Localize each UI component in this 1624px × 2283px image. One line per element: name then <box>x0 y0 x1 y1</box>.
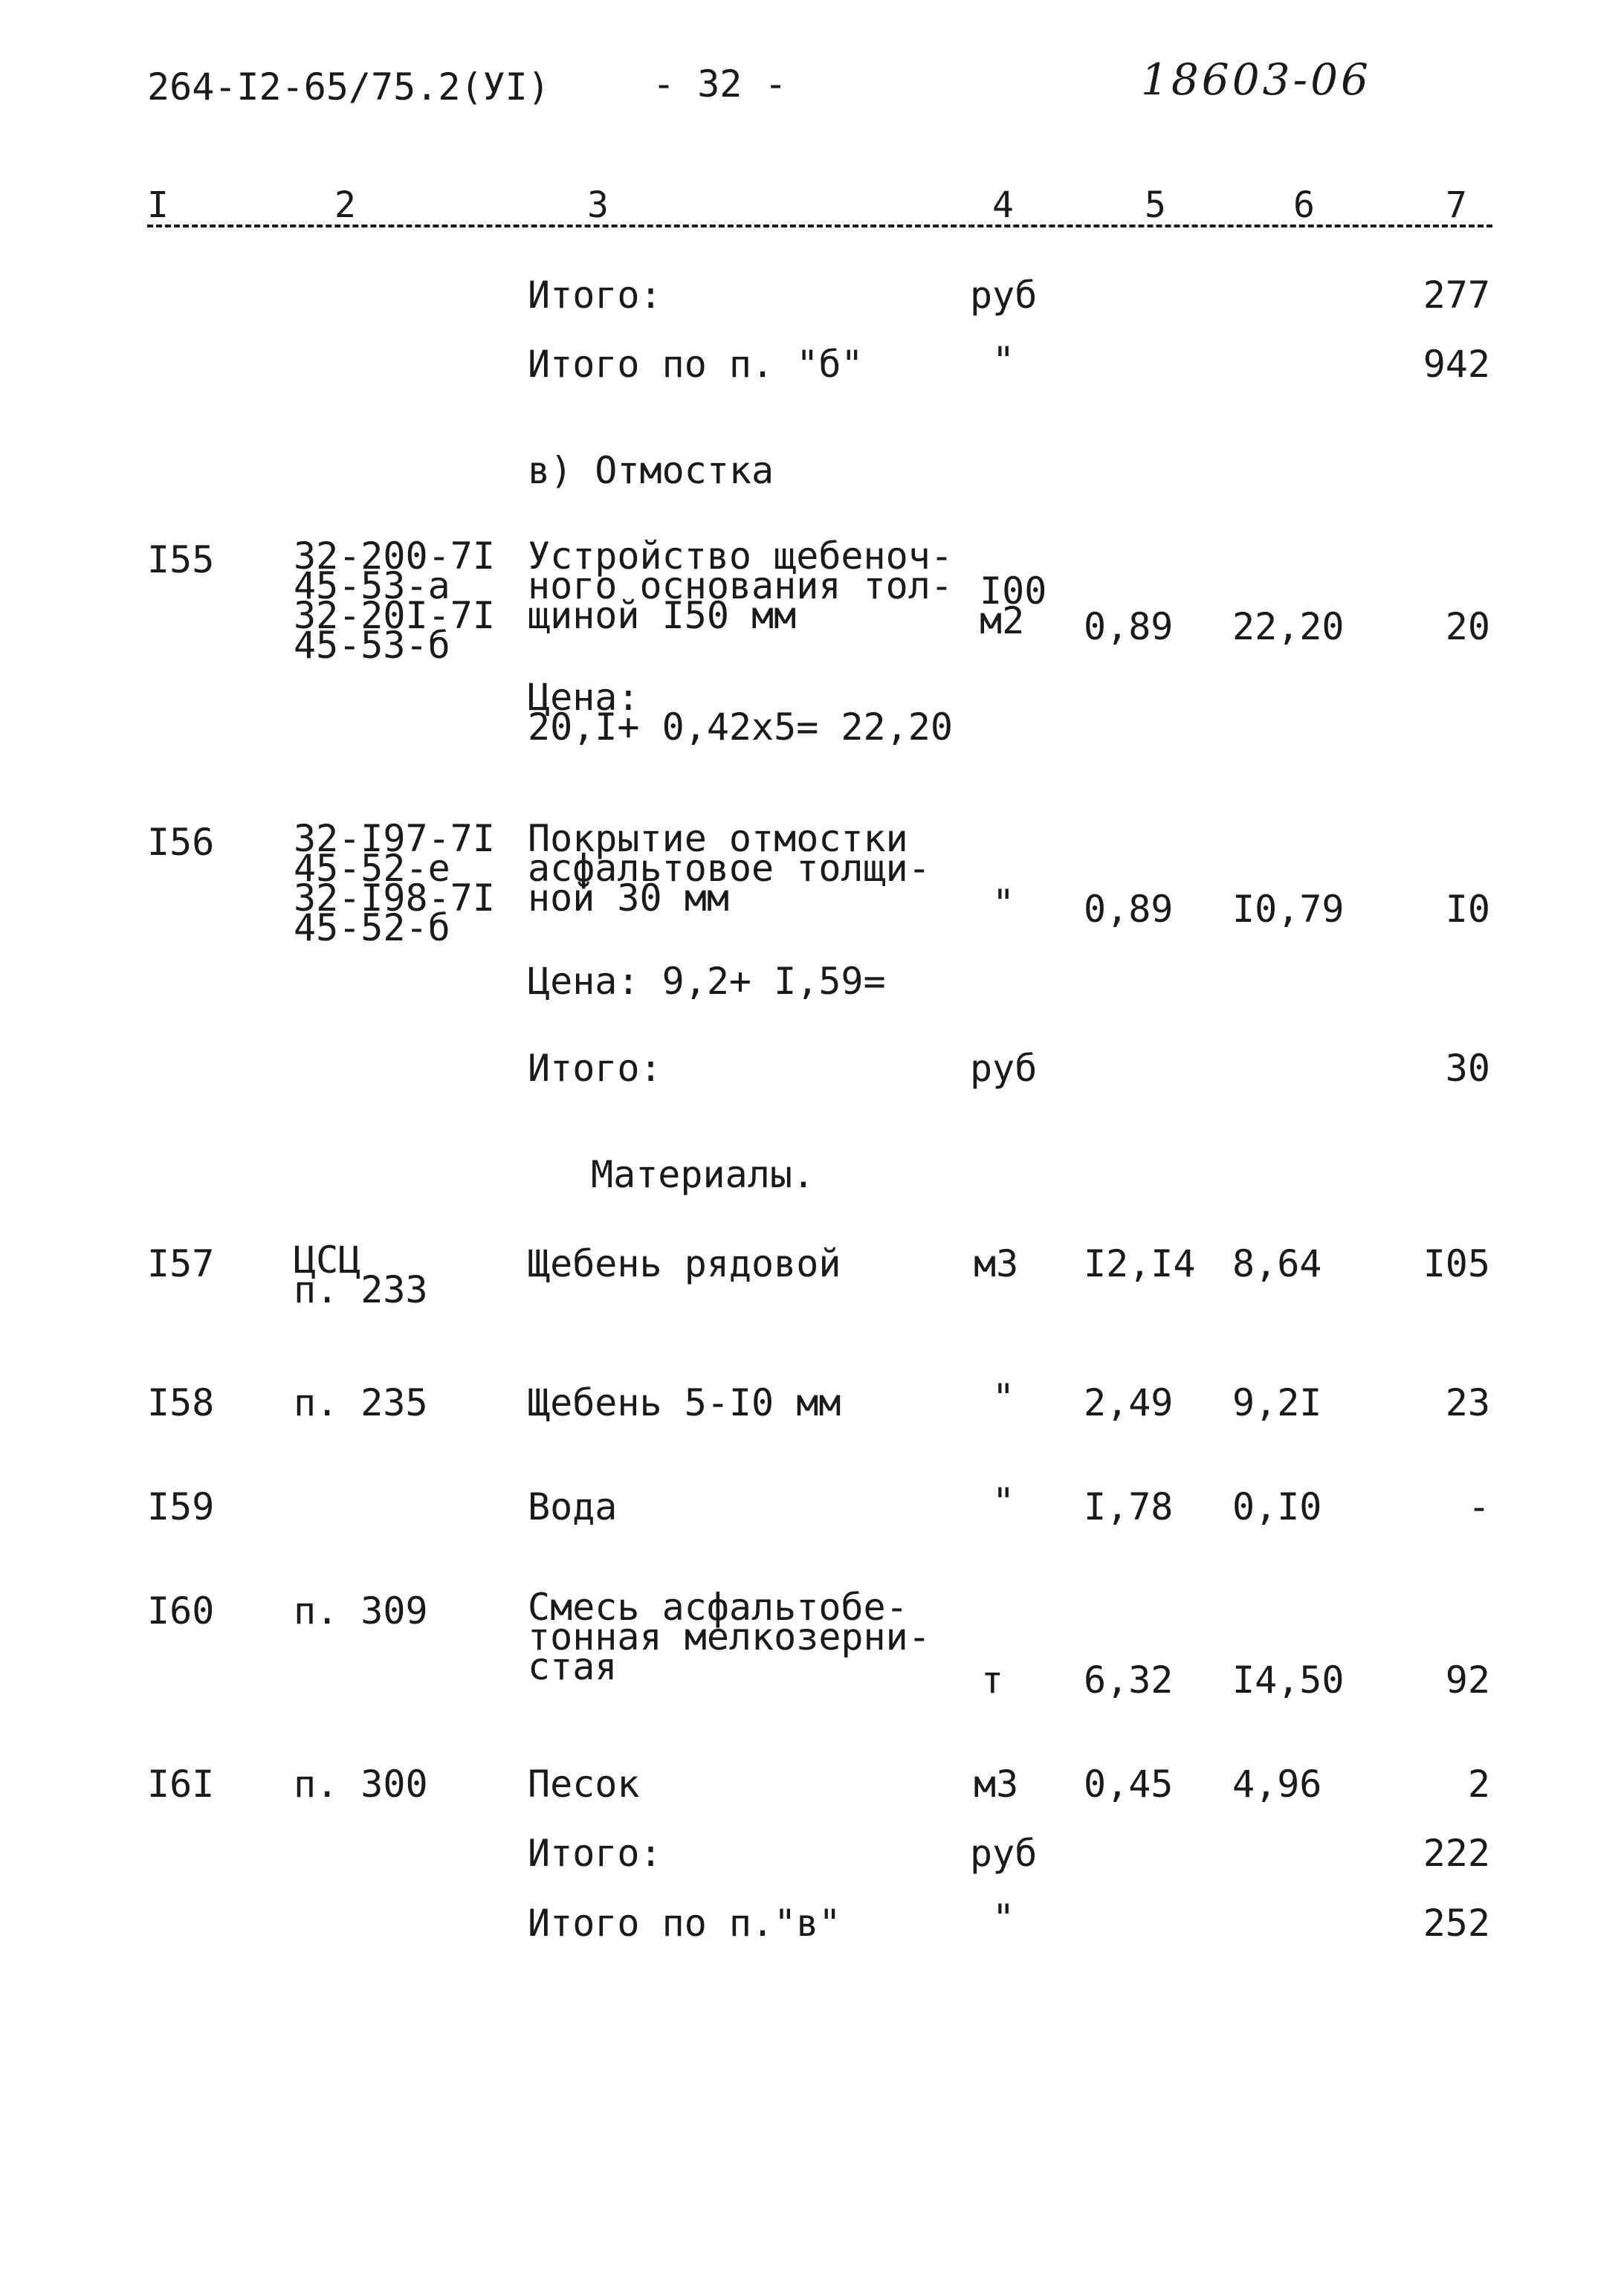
total-section-v-value: 252 <box>1423 1902 1490 1945</box>
material-row-price: 8,64 <box>1232 1242 1322 1285</box>
material-row-total: 2 <box>1467 1763 1490 1806</box>
total-value: 277 <box>1423 274 1490 317</box>
total-section-b-value: 942 <box>1423 343 1490 386</box>
material-row-code: ЦСЦ п. 233 <box>294 1239 428 1311</box>
row-quantity: 0,89 <box>1084 888 1174 931</box>
header-dashed-rule <box>147 225 1492 227</box>
subtotal-value: 30 <box>1445 1047 1490 1090</box>
material-row-description: Щебень рядовой <box>528 1242 841 1285</box>
material-row-description: Песок <box>528 1763 640 1806</box>
column-number-4: 4 <box>992 184 1014 226</box>
total-section-b-unit: " <box>992 339 1015 382</box>
row-quantity: 0,89 <box>1084 605 1174 648</box>
material-row-number: I6I <box>147 1763 215 1806</box>
material-row-total: I05 <box>1423 1242 1490 1285</box>
row-codes: 32-200-7I 45-53-а 32-20I-7I 45-53-б <box>294 535 495 667</box>
row-description: Устройство щебеноч- ного основания тол- щиной I50 мм <box>528 535 953 637</box>
material-row-description: Смесь асфальтобе- тонная мелкозерни- стая <box>528 1586 931 1688</box>
row-price-note: Цена: 9,2+ I,59= <box>528 960 886 1003</box>
row-unit: " <box>992 882 1015 925</box>
material-row-unit: т <box>981 1659 1004 1702</box>
material-row-code: п. 300 <box>294 1763 428 1806</box>
row-description: Покрытие отмостки асфальтовое толщи- ной 30 мм <box>528 817 931 920</box>
material-row-total: 23 <box>1445 1381 1490 1424</box>
material-row-quantity: I,78 <box>1084 1485 1174 1528</box>
column-number-7: 7 <box>1446 184 1467 226</box>
material-row-price: 9,2I <box>1232 1381 1322 1424</box>
material-row-quantity: I2,I4 <box>1084 1242 1196 1285</box>
materials-title: Материалы. <box>591 1153 815 1196</box>
subtotal-label: Итого: <box>528 1047 662 1090</box>
material-row-number: I57 <box>147 1242 215 1285</box>
column-number-5: 5 <box>1145 184 1166 226</box>
row-total: 20 <box>1445 605 1490 648</box>
total-section-b-label: Итого по п. "б" <box>528 343 864 386</box>
material-row-total: 92 <box>1445 1659 1490 1702</box>
page-number: - 32 - <box>653 62 787 106</box>
material-row-number: I58 <box>147 1381 215 1424</box>
material-row-quantity: 0,45 <box>1084 1763 1174 1806</box>
material-row-price: 4,96 <box>1232 1763 1322 1806</box>
total-label: Итого: <box>528 274 662 317</box>
total-section-v-label: Итого по п."в" <box>528 1902 841 1945</box>
material-row-description: Щебень 5-I0 мм <box>528 1381 841 1424</box>
materials-total-value: 222 <box>1423 1832 1490 1875</box>
material-row-number: I60 <box>147 1589 215 1633</box>
column-number-3: 3 <box>587 184 609 226</box>
column-number-2: 2 <box>334 184 356 226</box>
row-price: I0,79 <box>1232 888 1345 931</box>
row-price: 22,20 <box>1232 605 1345 648</box>
material-row-price: 0,I0 <box>1232 1485 1322 1528</box>
section-v-title: в) Отмостка <box>528 449 774 492</box>
materials-total-unit: руб <box>970 1832 1038 1875</box>
material-row-unit: м3 <box>974 1242 1019 1285</box>
materials-total-label: Итого: <box>528 1832 662 1875</box>
document-code: 264-I2-65/75.2(УI) <box>147 65 550 109</box>
material-row-code: п. 309 <box>294 1589 428 1633</box>
subtotal-unit: руб <box>970 1047 1038 1090</box>
row-unit: I00 м2 <box>980 569 1047 642</box>
material-row-code: п. 235 <box>294 1381 428 1424</box>
material-row-number: I59 <box>147 1485 215 1528</box>
row-total: I0 <box>1445 888 1490 931</box>
total-section-v-unit: " <box>992 1896 1015 1940</box>
handwritten-stamp-number: 18603-06 <box>1141 54 1371 105</box>
material-row-unit: " <box>992 1376 1015 1419</box>
row-number: I56 <box>147 821 215 864</box>
column-number-6: 6 <box>1293 184 1315 226</box>
material-row-price: I4,50 <box>1232 1659 1345 1702</box>
material-row-quantity: 2,49 <box>1084 1381 1174 1424</box>
row-number: I55 <box>147 538 215 581</box>
total-unit: руб <box>970 274 1038 317</box>
material-row-description: Вода <box>528 1485 618 1528</box>
row-codes: 32-I97-7I 45-52-е 32-I98-7I 45-52-б <box>294 817 495 949</box>
row-price-note: Цена: 20,I+ 0,42х5= 22,20 <box>528 676 953 749</box>
material-row-unit: м3 <box>974 1763 1019 1806</box>
column-number-1: I <box>147 184 169 226</box>
material-row-unit: " <box>992 1480 1015 1523</box>
material-row-total: - <box>1467 1485 1490 1528</box>
material-row-quantity: 6,32 <box>1084 1659 1174 1702</box>
